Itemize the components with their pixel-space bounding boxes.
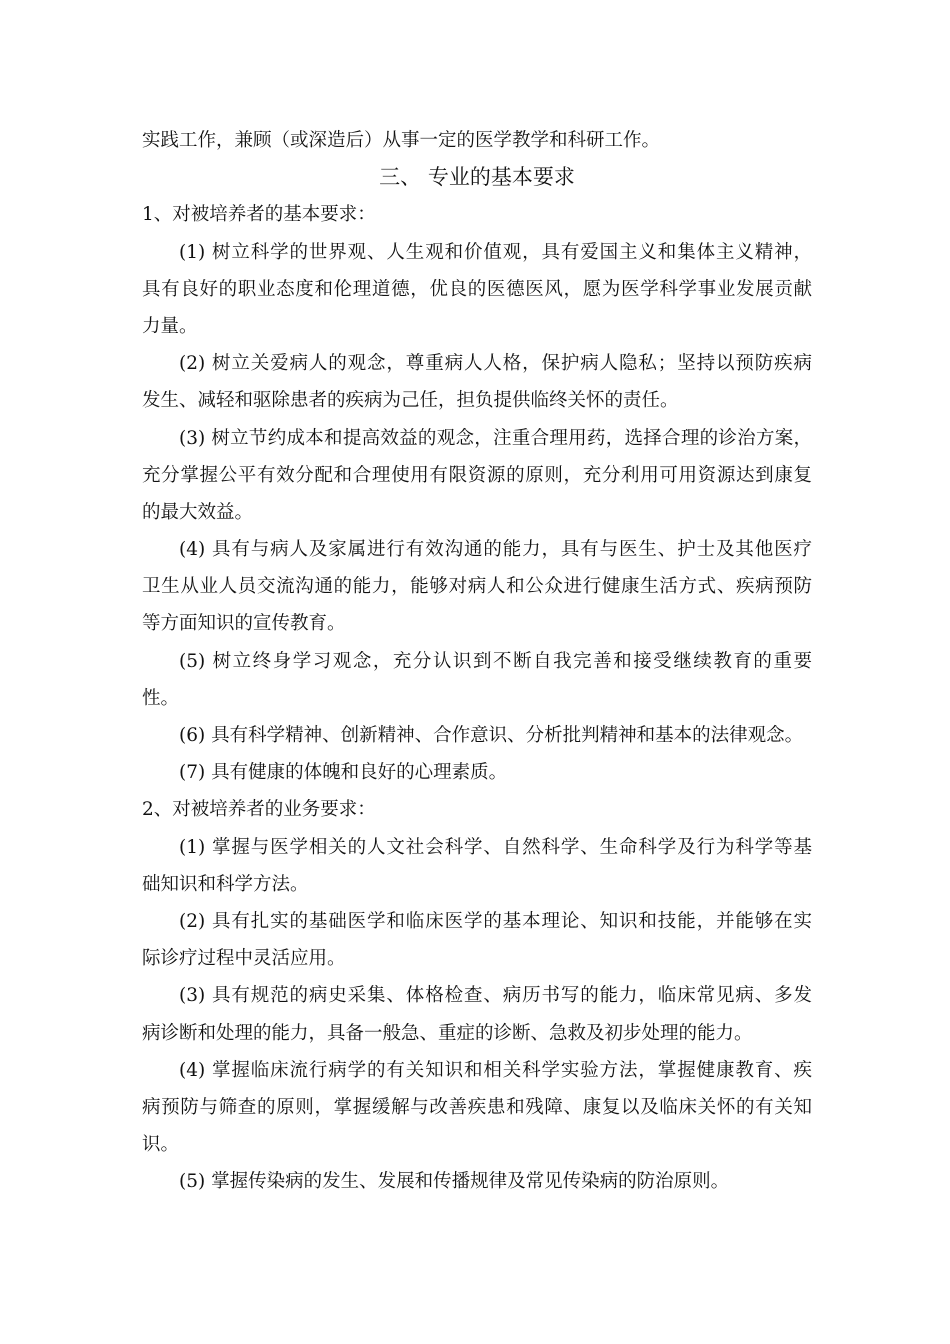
part2-heading: 2、对被培养者的业务要求：	[142, 799, 376, 821]
paragraph-line: 病诊断和处理的能力，具备一般急、重症的诊断、急救及初步处理的能力。	[142, 1022, 753, 1044]
part1-item-2	[142, 345, 812, 419]
paragraph-line: (2) 树立关爱病人的观念，尊重病人人格，保护病人隐私；坚持以预防疾病	[179, 353, 812, 375]
paragraph-line: (1) 树立科学的世界观、人生观和价值观，具有爱国主义和集体主义精神，	[179, 241, 812, 263]
paragraph-line: 识。	[142, 1134, 180, 1156]
paragraph-line: 等方面知识的宣传教育。	[142, 613, 346, 635]
paragraph-line: 际诊疗过程中灵活应用。	[142, 948, 346, 970]
part1-heading: 1、对被培养者的基本要求：	[142, 204, 376, 226]
part2-item-3	[142, 977, 812, 1051]
paragraph-line: 础知识和科学方法。	[142, 873, 309, 895]
paragraph-line: (1) 掌握与医学相关的人文社会科学、自然科学、生命科学及行为科学等基	[179, 836, 812, 858]
document-page	[142, 122, 812, 1200]
paragraph-line: (5) 掌握传染病的发生、发展和传播规律及常见传染病的防治原则。	[179, 1171, 730, 1193]
paragraph-line: (5) 树立终身学习观念，充分认识到不断自我完善和接受继续教育的重要	[179, 650, 812, 672]
intro-line: 实践工作，兼顾（或深造后）从事一定的医学教学和科研工作。	[142, 130, 661, 151]
paragraph-line: 力量。	[142, 315, 198, 337]
part2-item-5	[142, 1163, 812, 1200]
paragraph-line: 充分掌握公平有效分配和合理使用有限资源的原则，充分利用可用资源达到康复	[142, 464, 812, 486]
paragraph-line: (3) 树立节约成本和提高效益的观念，注重合理用药，选择合理的诊治方案，	[179, 427, 812, 449]
part2-item-4	[142, 1052, 812, 1164]
part1-item-3	[142, 420, 812, 532]
paragraph-line: (4) 掌握临床流行病学的有关知识和相关科学实验方法，掌握健康教育、疾	[179, 1059, 812, 1081]
paragraph-line: (2) 具有扎实的基础医学和临床医学的基本理论、知识和技能，并能够在实	[179, 910, 812, 932]
part1-item-6	[142, 717, 812, 754]
paragraph-line: 具有良好的职业态度和伦理道德，优良的医德医风，愿为医学科学事业发展贡献	[142, 278, 812, 300]
paragraph-line: 的最大效益。	[142, 501, 254, 523]
paragraph-line: 病预防与筛查的原则，掌握缓解与改善疾患和残障、康复以及临床关怀的有关知	[142, 1096, 812, 1118]
paragraph-line: (4) 具有与病人及家属进行有效沟通的能力，具有与医生、护士及其他医疗	[179, 539, 812, 561]
part1-item-7	[142, 754, 812, 791]
paragraph-line: 性。	[142, 687, 180, 709]
part1-item-1	[142, 234, 812, 346]
section-title: 三、 专业的基本要求	[379, 165, 575, 190]
paragraph-line: 卫生从业人员交流沟通的能力，能够对病人和公众进行健康生活方式、疾病预防	[142, 576, 812, 598]
paragraph-line: (7) 具有健康的体魄和良好的心理素质。	[179, 762, 508, 784]
paragraph-line: 发生、减轻和驱除患者的疾病为己任，担负提供临终关怀的责任。	[142, 390, 679, 412]
part1-item-4	[142, 531, 812, 643]
part1-item-5	[142, 643, 812, 717]
part2-item-1	[142, 829, 812, 903]
part2-item-2	[142, 903, 812, 977]
paragraph-line: (3) 具有规范的病史采集、体格检查、病历书写的能力，临床常见病、多发	[179, 985, 812, 1007]
paragraph-line: (6) 具有科学精神、创新精神、合作意识、分析批判精神和基本的法律观念。	[179, 725, 804, 746]
